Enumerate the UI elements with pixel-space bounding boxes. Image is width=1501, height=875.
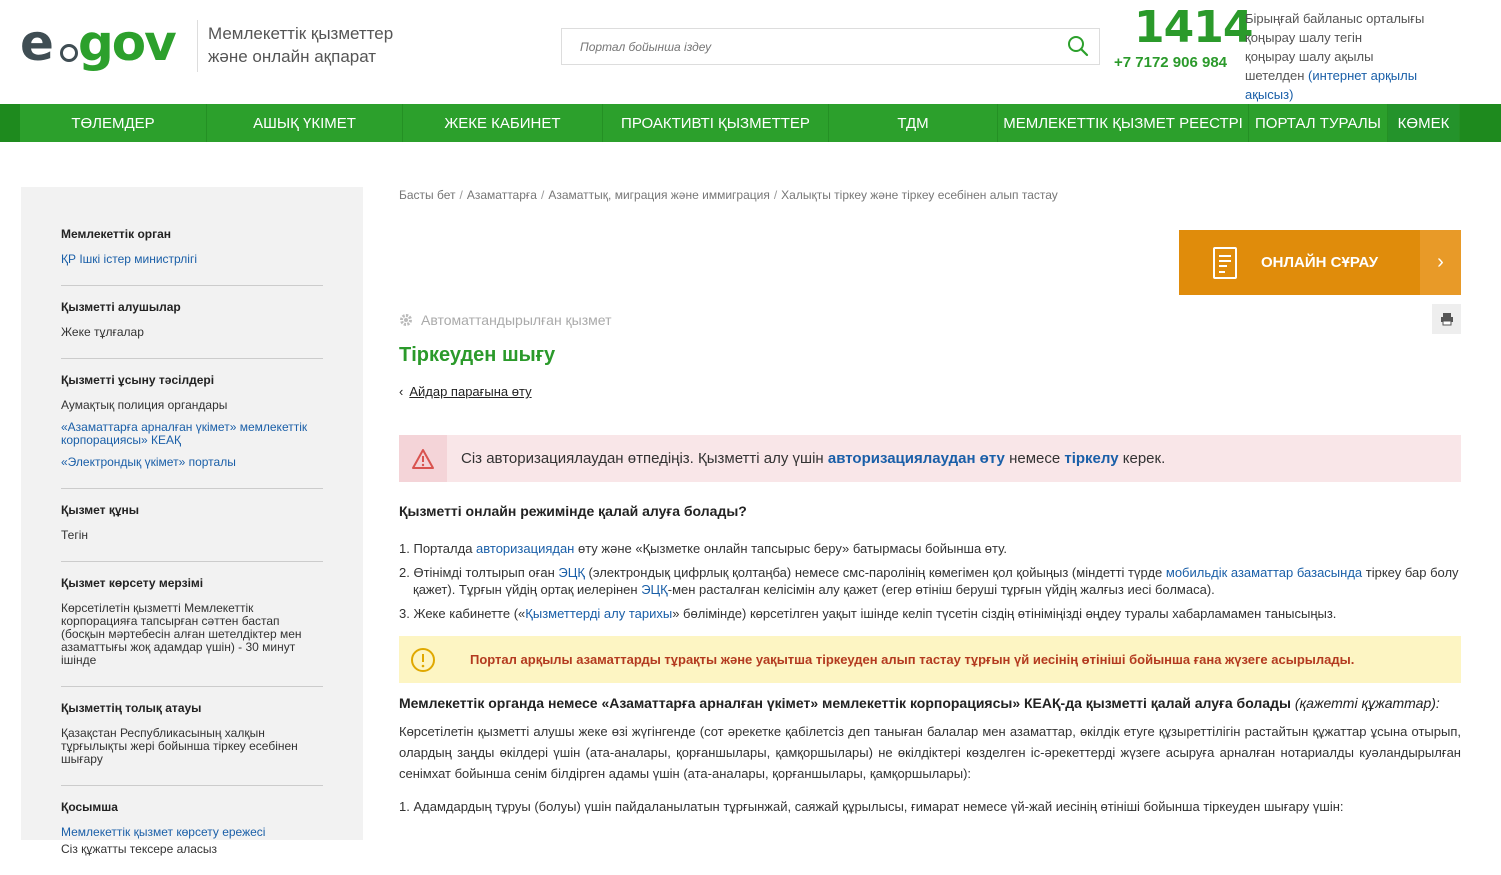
- breadcrumb: [399, 188, 1058, 202]
- sidebar-title: Қосымша: [61, 800, 118, 814]
- office-heading-text: Мемлекеттік органда немесе «Азаматтарға арналған үкімет» мемлекеттік корпорациясы» КЕАҚ-да қызметті қалай алуға болады: [399, 695, 1291, 711]
- main-nav: [0, 104, 1501, 142]
- step-item: [399, 540, 1461, 557]
- sidebar-link-ministry[interactable]: ҚР Ішкі істер министрлігі: [61, 252, 198, 266]
- step-item: [399, 564, 1461, 598]
- printer-icon: [1440, 312, 1454, 326]
- contact-line4: шетелден: [1245, 68, 1305, 83]
- breadcrumb-citizens[interactable]: Азаматтарға: [466, 188, 537, 202]
- logo-gov: gov: [78, 14, 175, 72]
- nav-item-open-government[interactable]: АШЫҚ ҮКІМЕТ: [207, 104, 403, 142]
- sidebar-title: Қызметті ұсыну тәсілдері: [61, 373, 215, 387]
- owner-warning-alert: [399, 636, 1461, 683]
- sidebar-text: Қазақстан Республикасының халқын тұрғылықты жері бойынша тіркеу есебінен шығару: [61, 726, 298, 766]
- contact-line1: Бірыңғай байланыс орталығы: [1245, 11, 1425, 26]
- sidebar-title: Қызмет құны: [61, 503, 140, 517]
- nav-item-personal-cabinet[interactable]: ЖЕКЕ КАБИНЕТ: [403, 104, 603, 142]
- print-button[interactable]: [1432, 304, 1461, 334]
- breadcrumb-current: Халықты тіркеу және тіркеу есебінен алып тастау: [781, 188, 1058, 202]
- breadcrumb-sep: /: [773, 188, 778, 202]
- sidebar-text: Аумақтық полиция органдары: [61, 398, 228, 412]
- paid-phone-number[interactable]: +7 7172 906 984: [1114, 54, 1228, 71]
- authorization-link[interactable]: авторизациядан: [476, 541, 575, 556]
- gear-icon: [399, 313, 413, 327]
- sidebar-text-check-doc[interactable]: Сіз құжатты тексере аласыз: [61, 842, 218, 856]
- step-text: (электрондық цифрлық қолтаңба) немесе смс-паролінің көмегімен қол қойыңыз (міндетті түрде: [584, 565, 1166, 580]
- step-number: 3.: [399, 606, 410, 621]
- tagline-line1: Мемлекеттік қызметтер: [208, 24, 394, 43]
- nav-edge-right: [1460, 104, 1501, 142]
- sidebar-section-agency: [61, 227, 323, 286]
- step-text: Өтінімді толтырып оған: [413, 565, 559, 580]
- sidebar-section-extra: [61, 800, 323, 875]
- automated-service-tag: [399, 312, 612, 328]
- how-online-heading: Қызметті онлайн режимінде қалай алуға болады?: [399, 503, 747, 519]
- auth-alert-mid: немесе: [1004, 450, 1065, 467]
- contact-info: [1245, 9, 1445, 104]
- sidebar-title: Қызметті алушылар: [61, 300, 181, 314]
- step-text: тіркеу бар болу қажет). Тұрғын үйдің ортақ иелерінен: [413, 565, 1459, 597]
- sidebar-title: Қызмет көрсету мерзімі: [61, 576, 204, 590]
- step-text: Порталда: [413, 541, 477, 556]
- step-text: -мен расталған келісімін алу қажет (егер өтініш беруші тұрғын үйдің жалғыз иесі болмаса).: [667, 582, 1215, 597]
- internet-call-link[interactable]: (интернет арқылы ақысыз): [1245, 68, 1418, 102]
- back-link-label: Айдар парағына өту: [409, 384, 532, 399]
- search-input[interactable]: [562, 29, 1052, 64]
- document-icon: [1213, 247, 1237, 279]
- tagline: [208, 22, 418, 68]
- eds-link-2[interactable]: ЭЦҚ: [641, 582, 668, 597]
- chevron-left-icon: ‹: [399, 384, 404, 399]
- auth-alert: [399, 435, 1461, 482]
- auth-alert-text: [461, 450, 1165, 467]
- mobile-citizens-db-link[interactable]: мобильдік азаматтар базасында: [1165, 565, 1363, 580]
- step-item: [399, 605, 1461, 622]
- search-icon[interactable]: [1067, 35, 1089, 57]
- sidebar-link-state-corp[interactable]: «Азаматтарға арналған үкімет» мемлекеттік корпорациясы» КЕАҚ: [61, 420, 308, 447]
- eds-link[interactable]: ЭЦҚ: [558, 565, 585, 580]
- back-link[interactable]: [399, 384, 532, 399]
- register-link[interactable]: тіркелу: [1064, 450, 1119, 467]
- contact-line2: қоңырау шалу тегін: [1245, 30, 1363, 45]
- breadcrumb-sep: /: [459, 188, 463, 202]
- service-info-sidebar: [21, 187, 363, 856]
- automated-service-label: Автоматтандырылған қызмет: [421, 312, 612, 328]
- login-link[interactable]: авторизациялаудан өту: [827, 450, 1005, 467]
- sidebar-text: Тегін: [61, 528, 88, 542]
- warning-triangle-icon: [399, 435, 447, 482]
- search-box: [561, 28, 1100, 65]
- sidebar-section-methods: [61, 373, 323, 489]
- office-item-1: 1. Адамдардың тұруы (болуы) үшін пайдаланылатын тұрғынжай, саяжай құрылысы, ғимарат немесе үй-жай иесінің өтініші бойынша тіркеуден шығару үшін:: [399, 799, 1344, 814]
- step-text: өту және «Қызметке онлайн тапсырыс беру» батырмасы бойынша өту.: [574, 541, 1007, 556]
- nav-item-help[interactable]: КӨМЕК: [1388, 104, 1460, 142]
- step-text: » бөлімінде) көрсетілген уақыт ішінде келіп түсетін сіздің өтініміңізді өңдеу туралы хабарламамен танысыңыз.: [672, 606, 1337, 621]
- info-circle-icon: [399, 647, 447, 673]
- online-request-label: ОНЛАЙН СҰРАУ: [1261, 254, 1379, 271]
- logo-e: e: [20, 14, 52, 72]
- sidebar-section-recipients: [61, 300, 323, 359]
- sidebar-title: Қызметтің толық атауы: [61, 701, 202, 715]
- online-steps-list: [399, 540, 1461, 629]
- sidebar-link-rules[interactable]: Мемлекеттік қызмет көрсету ережесі: [61, 825, 266, 839]
- breadcrumb-home[interactable]: Басты бет: [399, 188, 456, 202]
- online-request-button[interactable]: [1179, 230, 1461, 295]
- sidebar-text: Көрсетілетін қызметті Мемлекеттік корпорацияға тапсырған сәттен бастап (босқын мәртебесін алған шетелдіктер мен азаматтығы жоқ адамдар үшін) - 30 минут ішінде: [61, 601, 302, 667]
- auth-alert-pre: Сіз авторизациялаудан өтпедіңіз. Қызметті алу үшін: [461, 450, 828, 467]
- nav-edge-left: [0, 104, 20, 142]
- egov-logo[interactable]: [20, 14, 192, 78]
- step-number: 2.: [399, 565, 410, 580]
- step-number: 1.: [399, 541, 410, 556]
- nav-item-tdm[interactable]: ТДМ: [829, 104, 998, 142]
- office-heading: [399, 695, 1440, 711]
- nav-item-service-registry[interactable]: МЕМЛЕКЕТТІК ҚЫЗМЕТ РЕЕСТРІ: [998, 104, 1249, 142]
- logo-divider: [197, 20, 198, 72]
- hotline-number[interactable]: 1414: [1134, 2, 1253, 53]
- step-text: Жеке кабинетте («: [413, 606, 526, 621]
- owner-warning-text: Портал арқылы азаматтарды тұрақты және уақытша тіркеуден алып тастау тұрғын үй иесінің өтініші бойынша ғана жүзеге асырылады.: [470, 652, 1355, 667]
- sidebar-link-egov-portal[interactable]: «Электрондық үкімет» порталы: [61, 455, 236, 469]
- office-paragraph: Көрсетілетін қызметті алушы жеке өзі жүгінгенде (сот әрекетке қабілетсіз деп таныған балалар мен азаматтар, өкілдік етуге құзыреттілігін растайтын құжаттар ұсына отырып, олардың заңды өкілдері үшін (ата-аналары, қорғаншылары, қамқоршылары) не өкілдіктері көзделген іс-әрекеттерді жүзеге асыруға арналған нотариалды куәландырылған сенімхат бойынша сенім білдірген адамы үшін (ата-аналары, қорғаншылары, қамқоршылары):: [399, 724, 1461, 781]
- services-history-link[interactable]: Қызметтерді алу тарихы: [525, 606, 673, 621]
- nav-item-proactive-services[interactable]: ПРОАКТИВТІ ҚЫЗМЕТТЕР: [603, 104, 829, 142]
- contact-line3: қоңырау шалу ақылы: [1245, 49, 1374, 64]
- sidebar-text: Жеке тұлғалар: [61, 325, 144, 339]
- office-heading-note: (қажетті құжаттар):: [1294, 695, 1440, 711]
- tagline-line2: және онлайн ақпарат: [208, 47, 377, 66]
- page-title: Тіркеуден шығу: [399, 344, 556, 366]
- site-header: [0, 0, 1501, 104]
- chevron-right-icon: ›: [1420, 230, 1461, 295]
- nav-item-payments[interactable]: ТӨЛЕМДЕР: [20, 104, 207, 142]
- sidebar-section-term: [61, 576, 323, 687]
- sidebar-section-full-name: [61, 701, 323, 786]
- sidebar-section-cost: [61, 503, 323, 562]
- breadcrumb-sep: /: [540, 188, 545, 202]
- nav-item-about-portal[interactable]: ПОРТАЛ ТУРАЛЫ: [1249, 104, 1388, 142]
- logo-dot-icon: [60, 44, 78, 62]
- sidebar-title: Мемлекеттік орган: [61, 227, 172, 241]
- auth-alert-post: керек.: [1118, 450, 1166, 467]
- breadcrumb-migration[interactable]: Азаматтық, миграция және иммиграция: [548, 188, 770, 202]
